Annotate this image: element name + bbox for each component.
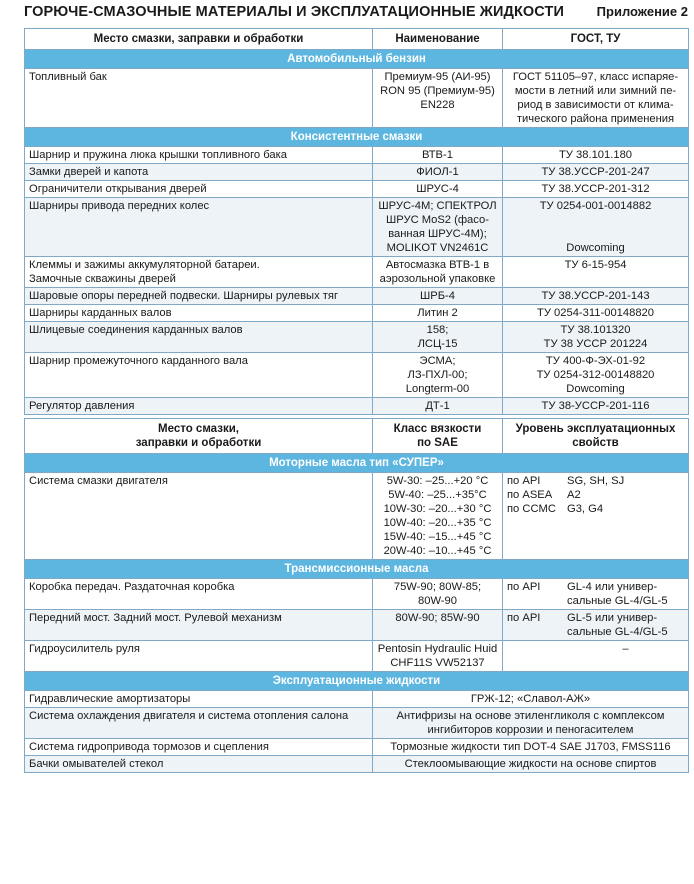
table-row <box>25 756 689 773</box>
table-row <box>25 353 689 398</box>
cell-gost: ТУ 38.101320 ТУ 38 УССР 201224 <box>503 322 689 353</box>
cell-gost: ТУ 38-УССР-201-116 <box>503 398 689 415</box>
cell-name: ФИОЛ-1 <box>373 164 503 181</box>
spec-standard: по CCMC <box>507 503 556 515</box>
cell-sae: Pentosin Hydraulic Huid CHF11S VW52137 <box>373 641 503 672</box>
column-header-place: Место смазки, заправки и обработки <box>25 29 373 50</box>
table-row <box>25 257 689 288</box>
table-row <box>25 198 689 257</box>
cell-fluid: Тормозные жидкости тип DOT-4 SAE J1703, FMSS116 <box>373 739 689 756</box>
table-row <box>25 322 689 353</box>
spec-standard: по ASEA <box>507 489 553 501</box>
cell-performance <box>503 610 689 641</box>
cell-fluid: Стеклоомывающие жидкости на основе спиртов <box>373 756 689 773</box>
cell-place: Коробка передач. Раздаточная коробка <box>25 579 373 610</box>
spec-level: – <box>622 643 629 655</box>
table-row <box>25 288 689 305</box>
table-row <box>25 147 689 164</box>
appendix-label: Приложение 2 <box>596 4 688 19</box>
cell-fluid: ГРЖ-12; «Славол-АЖ» <box>373 691 689 708</box>
cell-place: Шарниры привода передних колес <box>25 198 373 257</box>
cell-name: Литин 2 <box>373 305 503 322</box>
lubricants-table <box>24 28 689 415</box>
cell-sae: 75W-90; 80W-85; 80W-90 <box>373 579 503 610</box>
section-header-row <box>25 454 689 473</box>
spec-level: GL-4 или универ- сальные GL-4/GL-5 <box>567 581 668 607</box>
table2-header-row <box>25 419 689 454</box>
cell-name: ВТВ-1 <box>373 147 503 164</box>
cell-place: Система охлаждения двигателя и система отопления салона <box>25 708 373 739</box>
spec-level: SG, SH, SJ <box>567 475 625 487</box>
table-row <box>25 473 689 560</box>
section-title: Эксплуатационные жидкости <box>25 672 689 691</box>
section-header-row <box>25 560 689 579</box>
spec-standard: по API <box>507 612 541 624</box>
section-title: Трансмиссионные масла <box>25 560 689 579</box>
cell-place: Бачки омывателей стекол <box>25 756 373 773</box>
performance-list <box>507 580 684 608</box>
cell-place: Передний мост. Задний мост. Рулевой механизм <box>25 610 373 641</box>
column-header-name: Наименование <box>373 29 503 50</box>
spec-standard <box>507 642 567 656</box>
cell-sae: 80W-90; 85W-90 <box>373 610 503 641</box>
table-row <box>25 69 689 128</box>
cell-performance <box>503 473 689 560</box>
section-title: Автомобильный бензин <box>25 50 689 69</box>
cell-place: Шлицевые соединения карданных валов <box>25 322 373 353</box>
column-header-gost: ГОСТ, ТУ <box>503 29 689 50</box>
table-row <box>25 398 689 415</box>
performance-list <box>507 642 684 656</box>
table1-header-row <box>25 29 689 50</box>
cell-gost: ГОСТ 51105–97, класс испаряе- мости в летний или зимний пе- риод в зависимости от клима- тического района применения <box>503 69 689 128</box>
table-row <box>25 708 689 739</box>
performance-list <box>507 474 684 516</box>
section-title: Консистентные смазки <box>25 128 689 147</box>
spec-level: GL-5 или универ- сальные GL-4/GL-5 <box>567 612 668 638</box>
table-row <box>25 181 689 198</box>
column-header-sae: Класс вязкости по SAE <box>373 419 503 454</box>
cell-place: Система гидропривода тормозов и сцепления <box>25 739 373 756</box>
table-row <box>25 610 689 641</box>
cell-name: ШРУС-4М; СПЕКТРОЛ ШРУС MoS2 (фасо- ванная ШРУС-4М); MOLIKOT VN2461C <box>373 198 503 257</box>
cell-name: ДТ-1 <box>373 398 503 415</box>
cell-sae: 5W-30: –25...+20 °С 5W-40: –25...+35°С 10W-30: –20...+30 °С 10W-40: –20...+35 °С 15W-40: –15...+45 °С 20W-40: –10...+45 °С <box>373 473 503 560</box>
cell-place: Регулятор давления <box>25 398 373 415</box>
spec-level: A2 <box>567 489 581 501</box>
oils-fluids-table <box>24 418 689 773</box>
cell-name: Автосмазка ВТВ-1 в аэрозольной упаковке <box>373 257 503 288</box>
cell-name: ШРУС-4 <box>373 181 503 198</box>
cell-place: Система смазки двигателя <box>25 473 373 560</box>
table2-body <box>25 454 689 773</box>
cell-place: Гидроусилитель руля <box>25 641 373 672</box>
column-header-place: Место смазки, заправки и обработки <box>25 419 373 454</box>
cell-fluid: Антифризы на основе этиленгликоля с комплексом ингибиторов коррозии и пеногасителем <box>373 708 689 739</box>
cell-gost: ТУ 38.УССР-201-143 <box>503 288 689 305</box>
cell-gost: ТУ 0254-311-00148820 <box>503 305 689 322</box>
cell-name: Премиум-95 (АИ-95) RON 95 (Премиум-95) EN228 <box>373 69 503 128</box>
cell-name: ШРБ-4 <box>373 288 503 305</box>
cell-gost: ТУ 6-15-954 <box>503 257 689 288</box>
cell-gost: ТУ 38.УССР-201-247 <box>503 164 689 181</box>
cell-place: Замки дверей и капота <box>25 164 373 181</box>
table-row <box>25 691 689 708</box>
cell-gost: ТУ 0254-001-0014882 Dowcoming <box>503 198 689 257</box>
cell-place: Шарнир промежуточного карданного вала <box>25 353 373 398</box>
table-row <box>25 164 689 181</box>
table1-body <box>25 50 689 415</box>
cell-place: Ограничители открывания дверей <box>25 181 373 198</box>
cell-name: 158; ЛСЦ-15 <box>373 322 503 353</box>
cell-gost: ТУ 38.УССР-201-312 <box>503 181 689 198</box>
table-row <box>25 739 689 756</box>
cell-gost: ТУ 38.101.180 <box>503 147 689 164</box>
spec-level: G3, G4 <box>567 503 604 515</box>
column-header-performance: Уровень эксплуатационных свойств <box>503 419 689 454</box>
spec-standard: по API <box>507 475 541 487</box>
section-header-row <box>25 672 689 691</box>
cell-place: Шарнир и пружина люка крышки топливного бака <box>25 147 373 164</box>
section-header-row <box>25 50 689 69</box>
section-title: Моторные масла тип «СУПЕР» <box>25 454 689 473</box>
cell-name: ЭСМА; ЛЗ-ПХЛ-00; Longterm-00 <box>373 353 503 398</box>
spec-standard: по API <box>507 581 541 593</box>
cell-place: Шарниры карданных валов <box>25 305 373 322</box>
section-header-row <box>25 128 689 147</box>
cell-place: Топливный бак <box>25 69 373 128</box>
title-row <box>24 4 688 28</box>
cell-gost: ТУ 400-Ф-ЭХ-01-92 ТУ 0254-312-00148820 Dowcoming <box>503 353 689 398</box>
table-row <box>25 579 689 610</box>
cell-place: Клеммы и зажимы аккумуляторной батареи. Замочные скважины дверей <box>25 257 373 288</box>
cell-performance <box>503 579 689 610</box>
table-row <box>25 305 689 322</box>
performance-list <box>507 611 684 639</box>
cell-place: Гидравлические амортизаторы <box>25 691 373 708</box>
cell-performance <box>503 641 689 672</box>
document-title: ГОРЮЧЕ-СМАЗОЧНЫЕ МАТЕРИАЛЫ И ЭКСПЛУАТАЦИОННЫЕ ЖИДКОСТИ <box>24 4 564 20</box>
table-row <box>25 641 689 672</box>
cell-place: Шаровые опоры передней подвески. Шарниры рулевых тяг <box>25 288 373 305</box>
